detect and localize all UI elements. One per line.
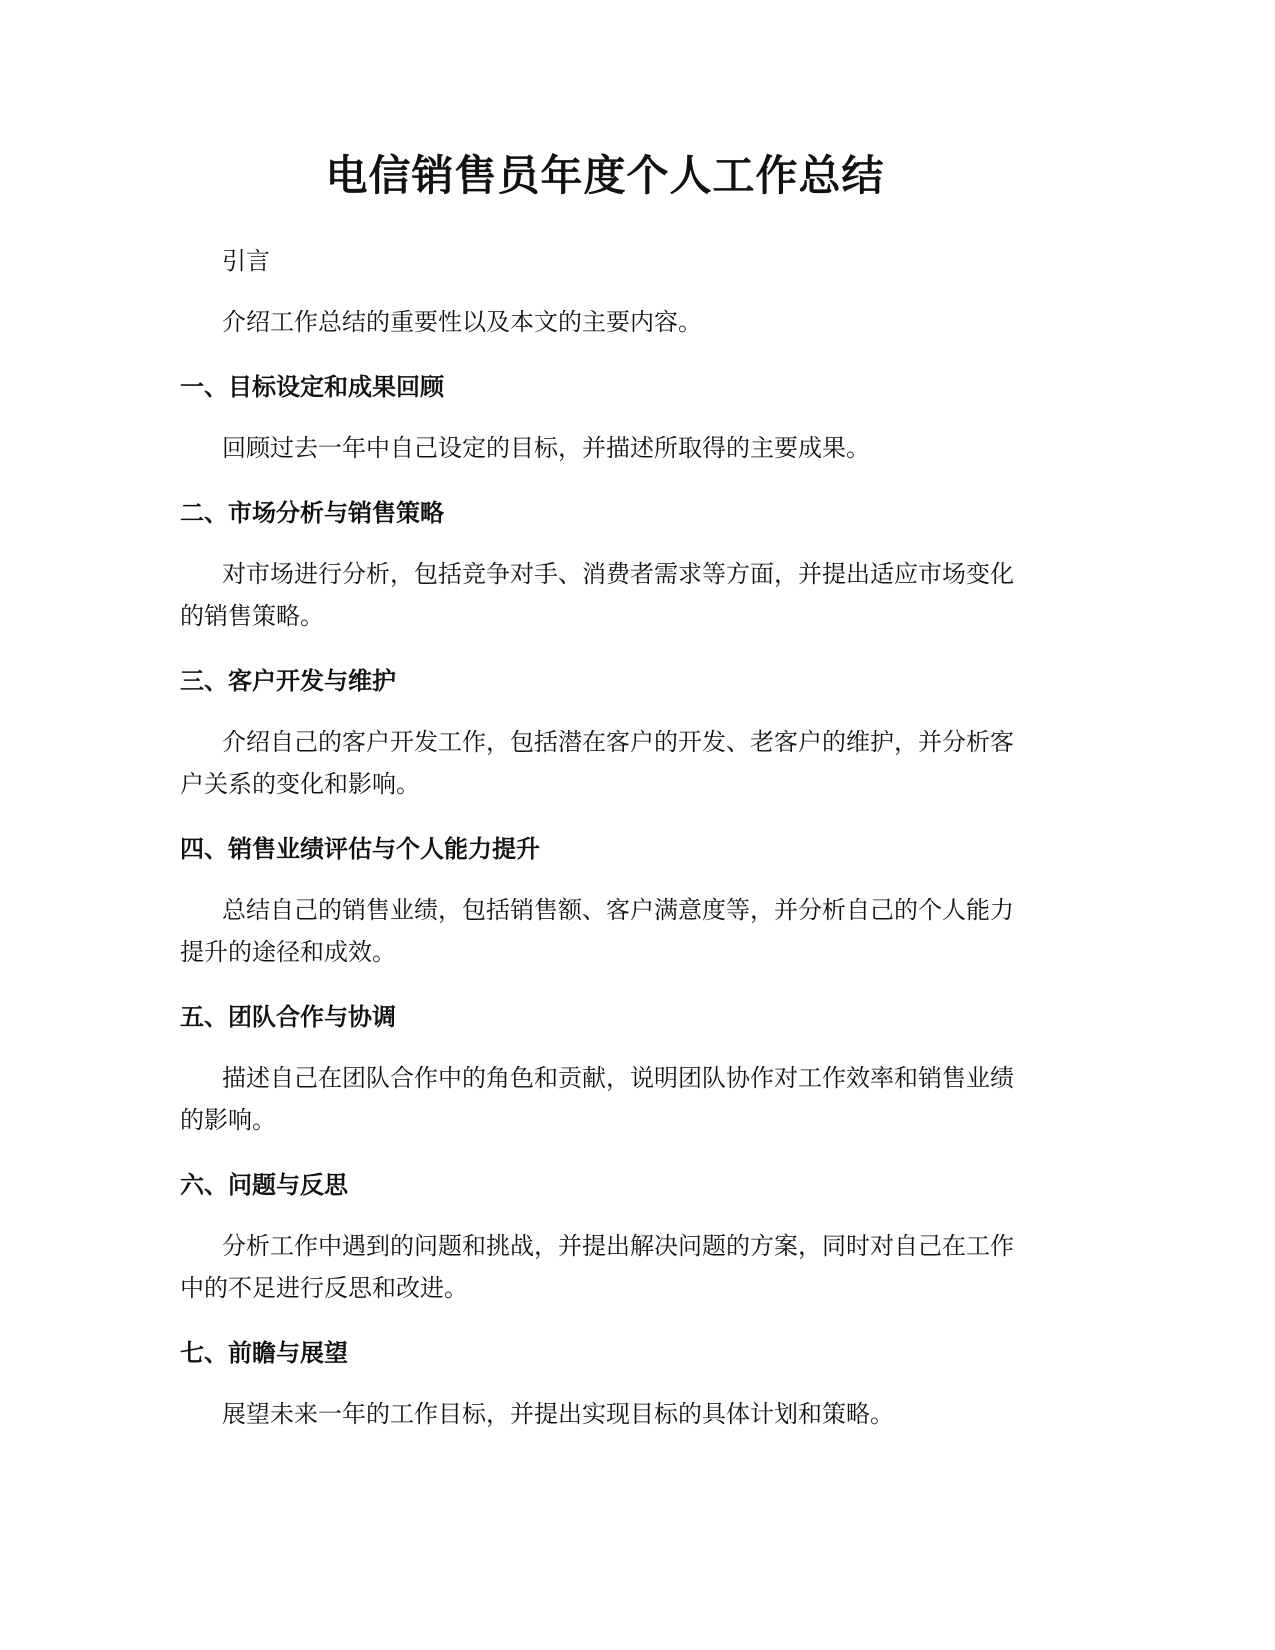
section-body: 介绍自己的客户开发工作，包括潜在客户的开发、老客户的维护，并分析客户关系的变化和影响。: [180, 728, 1014, 798]
section-body: 描述自己在团队合作中的角色和贡献，说明团队协作对工作效率和销售业绩的影响。: [180, 1064, 1014, 1134]
section-heading: 六、问题与反思: [180, 1171, 348, 1199]
section-body: 分析工作中遇到的问题和挑战，并提出解决问题的方案，同时对自己在工作中的不足进行反思和改进。: [180, 1232, 1014, 1302]
section-teamwork: [180, 996, 1030, 1141]
section-outlook: [180, 1332, 1030, 1435]
section-body: 总结自己的销售业绩，包括销售额、客户满意度等，并分析自己的个人能力提升的途径和成效。: [180, 896, 1014, 966]
section-heading: 四、销售业绩评估与个人能力提升: [180, 835, 540, 863]
section-heading: 七、前瞻与展望: [180, 1339, 348, 1367]
document-content: [180, 140, 1030, 1435]
section-market: [180, 492, 1030, 637]
document-title: 电信销售员年度个人工作总结: [325, 151, 885, 200]
section-body: 回顾过去一年中自己设定的目标，并描述所取得的主要成果。: [222, 434, 870, 462]
section-body: 展望未来一年的工作目标，并提出实现目标的具体计划和策略。: [222, 1400, 894, 1428]
intro-text: 介绍工作总结的重要性以及本文的主要内容。: [222, 308, 702, 336]
section-heading: 一、目标设定和成果回顾: [180, 373, 444, 401]
section-reflection: [180, 1164, 1030, 1309]
section-heading: 五、团队合作与协调: [180, 1003, 396, 1031]
section-heading: 二、市场分析与销售策略: [180, 499, 444, 527]
intro-label: 引言: [222, 247, 270, 275]
section-goals: [180, 366, 1030, 469]
section-heading: 三、客户开发与维护: [180, 667, 396, 695]
section-body: 对市场进行分析，包括竞争对手、消费者需求等方面，并提出适应市场变化的销售策略。: [180, 560, 1014, 630]
section-performance: [180, 828, 1030, 973]
section-customers: [180, 660, 1030, 805]
